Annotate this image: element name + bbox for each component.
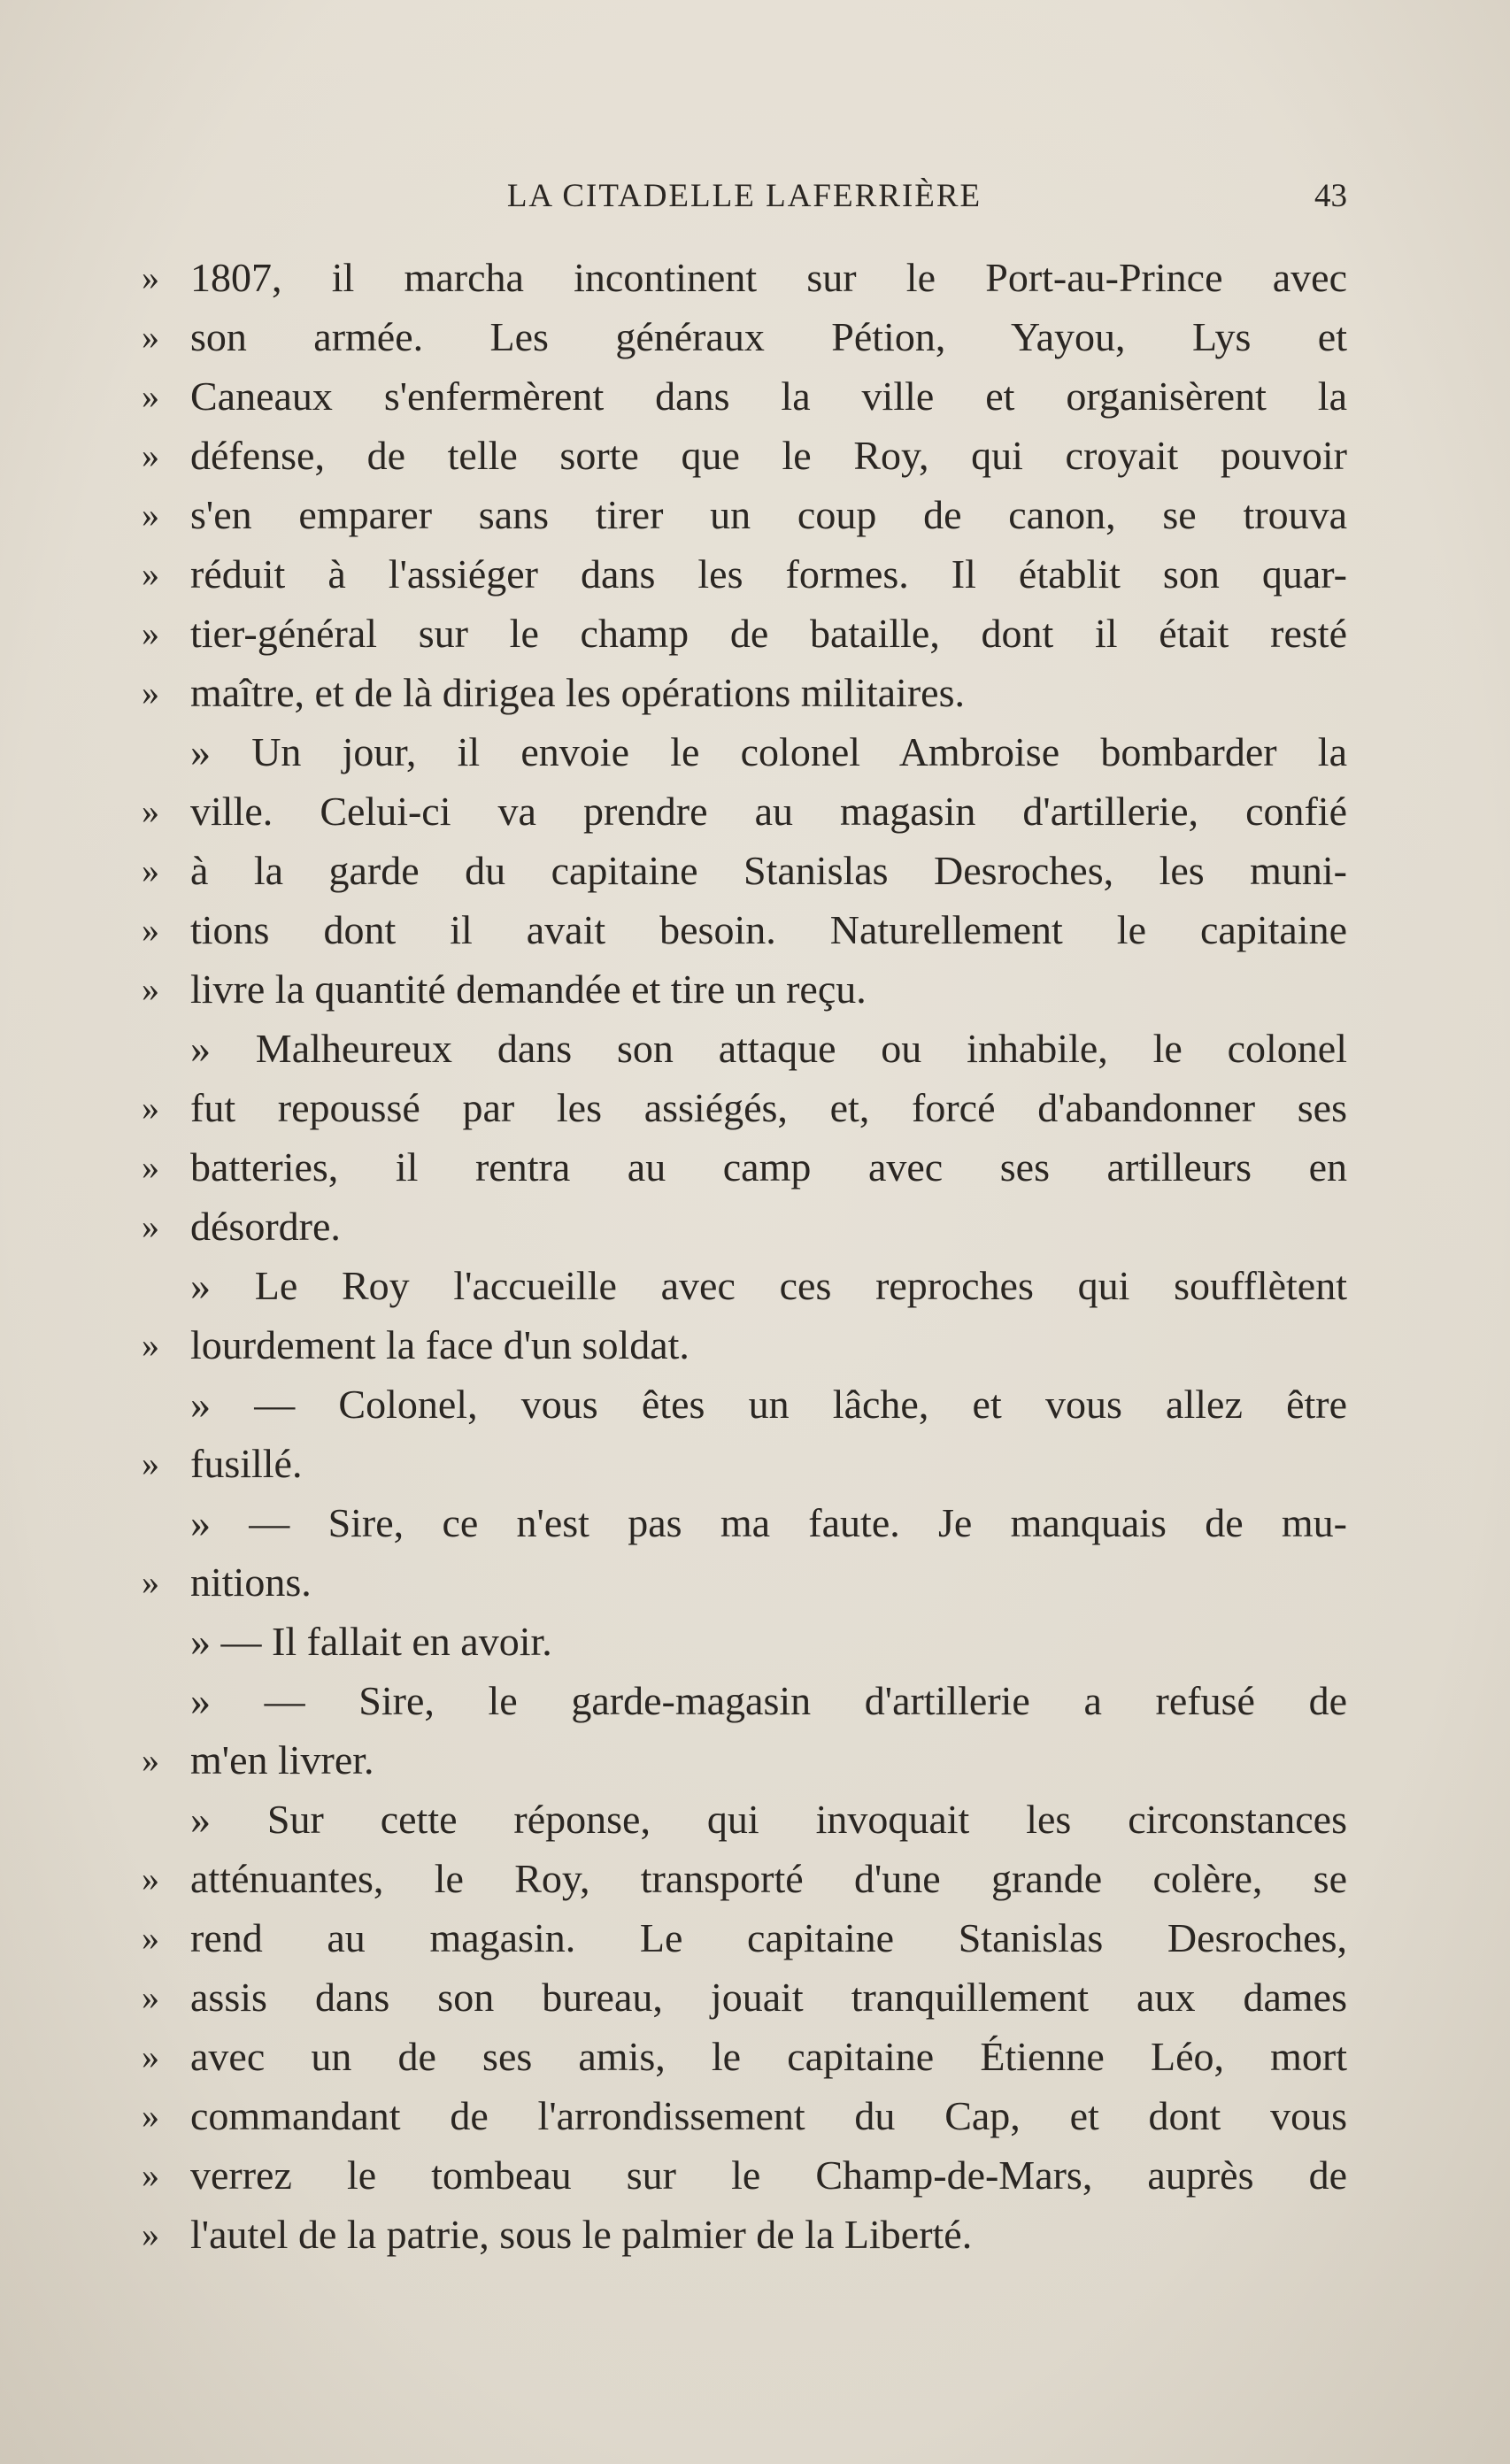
text-line (142, 2205, 1347, 2264)
running-title: LA CITADELLE LAFERRIÈRE (506, 178, 982, 214)
line-text: livre la quantité demandée et tire un reçu. (190, 966, 867, 1012)
text-line (142, 1552, 1347, 1612)
quotation-mark: » (142, 1147, 159, 1187)
line-text: ville. Celui-ci va prendre au magasin d'artillerie, confié (190, 789, 1347, 834)
line-text: batteries, il rentra au camp avec ses artilleurs en (190, 1144, 1347, 1190)
text-line (142, 366, 1347, 426)
page-number: 43 (1314, 178, 1347, 214)
quotation-mark: » (142, 435, 159, 475)
line-text: à la garde du capitaine Stanislas Desroches, les muni- (190, 848, 1347, 893)
quotation-mark: » (142, 613, 159, 653)
text-line (142, 782, 1347, 841)
line-text: » — Colonel, vous êtes un lâche, et vous allez être (190, 1382, 1347, 1427)
page-header (142, 177, 1347, 219)
text-line (142, 248, 1347, 307)
quotation-mark: » (142, 1088, 159, 1128)
line-text: 1807, il marcha incontinent sur le Port-au-Prince avec (190, 255, 1347, 300)
text-line (142, 1612, 1347, 1671)
text-line (142, 1908, 1347, 1967)
line-text: » — Il fallait en avoir. (190, 1619, 552, 1664)
quotation-mark: » (142, 2214, 159, 2254)
text-line (142, 722, 1347, 782)
quotation-mark: » (142, 2096, 159, 2136)
line-text: rend au magasin. Le capitaine Stanislas Desroches, (190, 1915, 1347, 1960)
quotation-mark: » (142, 969, 159, 1009)
line-text: avec un de ses amis, le capitaine Étienne Léo, mort (190, 2034, 1347, 2079)
text-line (142, 1374, 1347, 1434)
text-line (142, 485, 1347, 544)
quotation-mark: » (142, 317, 159, 357)
line-text: défense, de telle sorte que le Roy, qui croyait pouvoir (190, 433, 1347, 478)
quotation-mark: » (142, 495, 159, 535)
text-line (142, 1256, 1347, 1315)
text-line (142, 1137, 1347, 1197)
quotation-mark: » (142, 851, 159, 890)
text-line (142, 426, 1347, 485)
quotation-mark: » (142, 1859, 159, 1898)
quotation-mark: » (142, 910, 159, 950)
text-line (142, 1493, 1347, 1552)
text-line (142, 959, 1347, 1019)
body-text (142, 248, 1347, 2264)
text-line (142, 1434, 1347, 1493)
line-text: Caneaux s'enfermèrent dans la ville et organisèrent la (190, 373, 1347, 419)
quotation-mark: » (142, 1206, 159, 1246)
line-text: m'en livrer. (190, 1737, 374, 1783)
quotation-mark: » (142, 1740, 159, 1780)
line-text: commandant de l'arrondissement du Cap, et dont vous (190, 2093, 1347, 2138)
text-line (142, 1197, 1347, 1256)
text-line (142, 1315, 1347, 1374)
line-text: réduit à l'assiéger dans les formes. Il établit son quar- (190, 551, 1347, 597)
quotation-mark: » (142, 791, 159, 831)
line-text: son armée. Les généraux Pétion, Yayou, Lys et (190, 314, 1347, 359)
text-line (142, 1967, 1347, 2027)
line-text: assis dans son bureau, jouait tranquillement aux dames (190, 1975, 1347, 2020)
text-line (142, 1078, 1347, 1137)
text-line (142, 604, 1347, 663)
line-text: » — Sire, ce n'est pas ma faute. Je manquais de mu- (190, 1500, 1347, 1545)
line-text: » — Sire, le garde-magasin d'artillerie a refusé de (190, 1678, 1347, 1723)
line-text: atténuantes, le Roy, transporté d'une grande colère, se (190, 1856, 1347, 1901)
quotation-mark: » (142, 1325, 159, 1365)
quotation-mark: » (142, 258, 159, 297)
text-line (142, 307, 1347, 366)
line-text: » Malheureux dans son attaque ou inhabile, le colonel (190, 1026, 1347, 1071)
line-text: s'en emparer sans tirer un coup de canon, se trouva (190, 492, 1347, 537)
line-text: fut repoussé par les assiégés, et, forcé d'abandonner ses (190, 1085, 1347, 1130)
text-line (142, 2027, 1347, 2086)
line-text: lourdement la face d'un soldat. (190, 1322, 690, 1367)
text-line (142, 2086, 1347, 2145)
line-text: nitions. (190, 1559, 312, 1605)
text-line (142, 841, 1347, 900)
line-text: » Sur cette réponse, qui invoquait les circonstances (190, 1797, 1347, 1842)
line-text: » Le Roy l'accueille avec ces reproches qui soufflètent (190, 1263, 1347, 1308)
line-text: fusillé. (190, 1441, 303, 1486)
quotation-mark: » (142, 554, 159, 594)
text-line (142, 1671, 1347, 1730)
line-text: verrez le tombeau sur le Champ-de-Mars, auprès de (190, 2152, 1347, 2198)
text-line (142, 1019, 1347, 1078)
text-line (142, 1730, 1347, 1790)
text-line (142, 2145, 1347, 2205)
line-text: maître, et de là dirigea les opérations militaires. (190, 670, 965, 715)
line-text: l'autel de la patrie, sous le palmier de la Liberté. (190, 2212, 973, 2257)
quotation-mark: » (142, 376, 159, 416)
text-line (142, 663, 1347, 722)
line-text: tier-général sur le champ de bataille, dont il était resté (190, 611, 1347, 656)
line-text: » Un jour, il envoie le colonel Ambroise bombarder la (190, 729, 1347, 774)
quotation-mark: » (142, 1977, 159, 2017)
line-text: désordre. (190, 1204, 341, 1249)
text-line (142, 544, 1347, 604)
line-text: tions dont il avait besoin. Naturellement le capitaine (190, 907, 1347, 952)
text-line (142, 1849, 1347, 1908)
quotation-mark: » (142, 2037, 159, 2076)
quotation-mark: » (142, 1562, 159, 1602)
quotation-mark: » (142, 1444, 159, 1483)
quotation-mark: » (142, 2155, 159, 2195)
quotation-mark: » (142, 1918, 159, 1958)
text-line (142, 1790, 1347, 1849)
quotation-mark: » (142, 673, 159, 712)
text-line (142, 900, 1347, 959)
